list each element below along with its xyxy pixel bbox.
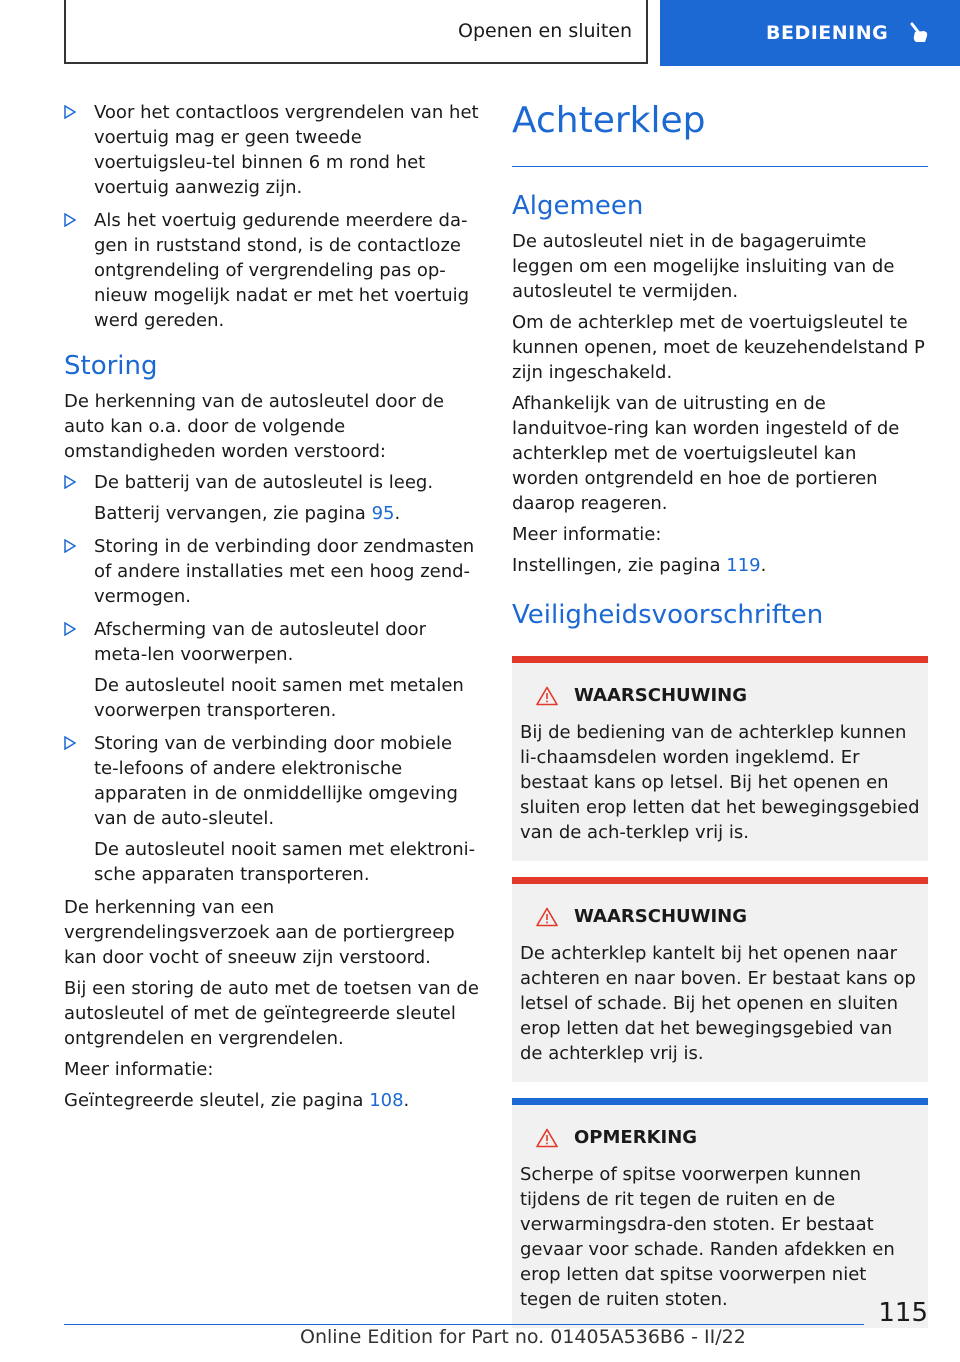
warning-triangle-icon [536,686,558,706]
right-column [512,100,928,1344]
paragraph: Bij een storing de auto met de toetsen van de autosleutel of met de geïntegreerde sleutel ontgrendelen en vergrendelen. [64,978,479,1049]
left-column [64,100,480,1119]
header-chapter-tab [660,0,960,66]
triangle-bullet-icon [64,105,76,119]
note-header [520,1105,920,1162]
bullet-subtext: De autosleutel nooit samen met metalen voorwerpen transporteren. [94,675,464,721]
warning-label: WAARSCHUWING [574,685,748,706]
bullet-item [64,208,480,333]
triangle-bullet-icon [64,475,76,489]
bullet-text: Afscherming van de autosleutel door meta-len voorwerpen. [94,619,427,665]
warning-triangle-icon [536,1128,558,1148]
note-box [512,1098,928,1328]
triangle-bullet-icon [64,539,76,553]
storing-intro: De herkenning van de autosleutel door de auto kan o.a. door de volgende omstandigheden worden verstoord: [64,391,445,462]
warning-triangle-icon [536,907,558,927]
bullet-item [64,731,480,887]
warning-label: WAARSCHUWING [574,906,748,927]
note-text: Scherpe of spitse voorwerpen kunnen tijdens de rit tegen de ruiten en de verwarmingsdra-den stoten. Er bestaat gevaar voor schade. Randen afdekken en erop letten dat spitse voorwerpen niet tegen de ruiten stoten. [520,1164,895,1310]
warning-box [512,877,928,1082]
header-chapter-title: BEDIENING [766,22,889,44]
bullet-text: Storing in de verbinding door zendmasten of andere installaties met een hoog zend-vermogen. [94,536,475,607]
warning-text: Bij de bediening van de achterklep kunnen li-chaamsdelen worden ingeklemd. Er bestaat kans op letsel. Bij het openen en sluiten erop letten dat het bewegingsgebied van de ach-terklep vrij is. [520,722,920,843]
warning-header [520,663,920,720]
paragraph: Afhankelijk van de uitrusting en de landuitvoe-ring kan worden ingesteld of de achterklep met de voertuigsleutel kan worden ontgrendeld en hoe de portieren daarop reageren. [512,393,900,514]
storing-heading: Storing [64,351,158,381]
warning-header [520,884,920,941]
paragraph: De herkenning van een vergrendelingsverzoek aan de portiergreep kan door vocht of sneeuw zijn verstoord. [64,897,455,968]
bullet-item [64,534,480,609]
header-section-title: Openen en sluiten [458,20,632,42]
paragraph: De autosleutel niet in de bagageruimte leggen om een mogelijke insluiting van de autosleutel te vermijden. [512,231,895,302]
more-info-label: Meer informatie: [512,524,662,545]
more-info-label: Meer informatie: [64,1059,214,1080]
bullet-subtext: Batterij vervangen, zie pagina 95. [94,503,401,524]
safety-heading: Veiligheidsvoorschriften [512,600,824,630]
paragraph: Om de achterklep met de voertuigsleutel te kunnen openen, moet de keuzehendelstand P zijn ingeschakeld. [512,312,925,383]
bullet-subtext: De autosleutel nooit samen met elektroni-sche apparaten transporteren. [94,839,476,885]
bullet-text: Voor het contactloos vergrendelen van het voertuig mag er geen tweede voertuigsleu-tel binnen 6 m rond het voertuig aanwezig zijn. [94,102,479,198]
triangle-bullet-icon [64,736,76,750]
bullet-item [64,617,480,723]
reference-line: Geïntegreerde sleutel, zie pagina 108. [64,1090,410,1111]
note-label: OPMERKING [574,1127,698,1148]
bullet-item [64,470,480,526]
warning-text: De achterklep kantelt bij het openen naar achteren en naar boven. Er bestaat kans op letsel of schade. Bij het openen en sluiten erop letten dat het bewegingsgebied van de achterklep vrij is. [520,943,916,1064]
triangle-bullet-icon [64,622,76,636]
page-title: Achterklep [512,100,928,167]
page-number: 115 [878,1298,928,1328]
reference-line: Instellingen, zie pagina 119. [512,555,767,576]
page-link-95[interactable]: 95 [371,503,395,524]
page-link-119[interactable]: 119 [726,555,761,576]
bullet-text: Als het voertuig gedurende meerdere da-gen in ruststand stond, is de contactloze ontgrendeling of vergrendeling pas op-nieuw mogelijk nadat er met het voertuig werd gereden. [94,210,470,331]
bullet-text: Storing van de verbinding door mobiele te-lefoons of andere elektronische apparaten in de onmiddellijke omgeving van de auto-sleutel. [94,733,458,829]
algemeen-heading: Algemeen [512,191,644,221]
triangle-bullet-icon [64,213,76,227]
bullet-text: De batterij van de autosleutel is leeg. [94,472,434,493]
footer-divider [64,1324,864,1325]
header-section-tab [64,0,648,64]
footer-edition: Online Edition for Part no. 01405A536B6 - II/22 [300,1326,746,1348]
pointing-hand-icon [906,20,932,46]
bullet-item [64,100,480,200]
warning-box [512,656,928,861]
page-link-108[interactable]: 108 [369,1090,404,1111]
